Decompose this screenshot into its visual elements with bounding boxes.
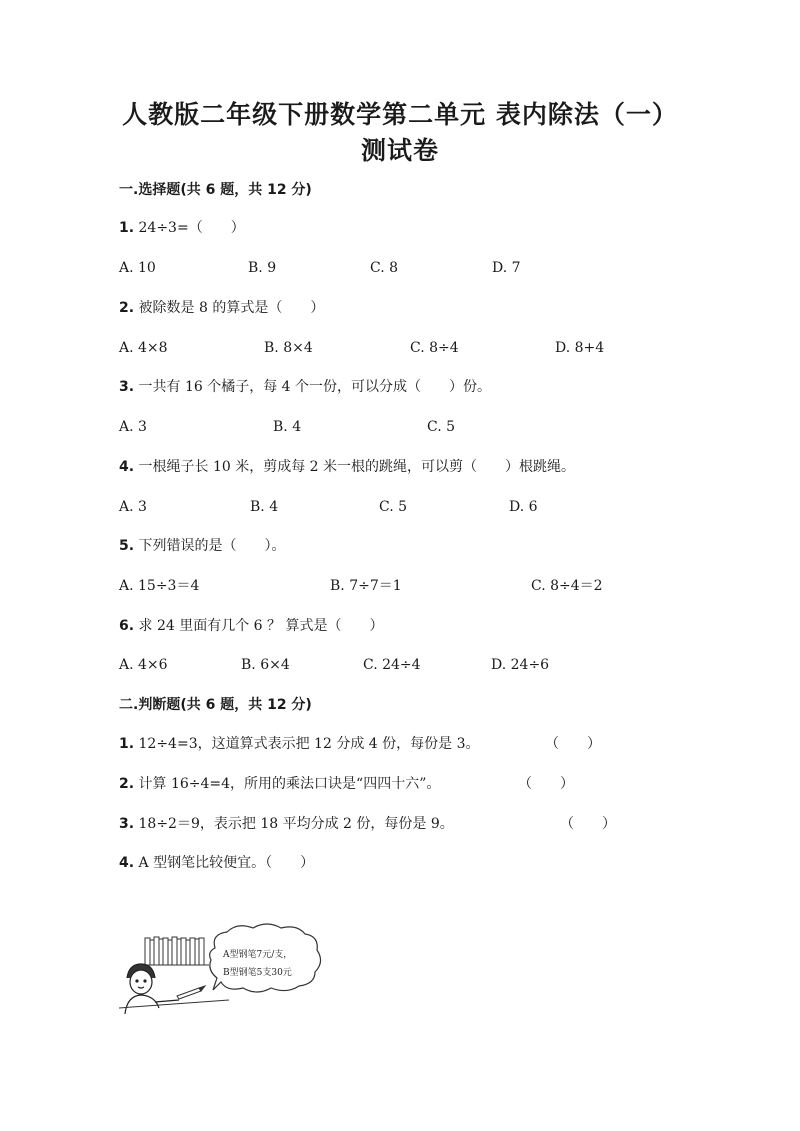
- question-number: 1.: [119, 736, 135, 752]
- option-a: A. 4×8: [119, 340, 168, 356]
- question-text: 18÷2＝9，表示把 18 平均分成 2 份，每份是 9。: [138, 816, 454, 832]
- option-d: D. 24÷6: [491, 657, 550, 673]
- option-b: B. 6×4: [241, 657, 290, 673]
- question-2: [119, 298, 324, 318]
- option-a: A. 10: [119, 260, 156, 276]
- question-number: 4.: [119, 459, 135, 475]
- question-number: 2.: [119, 300, 135, 316]
- answer-blank: （ ）: [545, 736, 601, 752]
- question-6: [119, 616, 384, 636]
- books-icon: [143, 937, 209, 965]
- pen-icon: [177, 986, 205, 999]
- question-number: 3.: [119, 379, 135, 395]
- title-line-1: 人教版二年级下册数学第二单元 表内除法（一）: [122, 100, 678, 129]
- question-1: [119, 218, 245, 238]
- option-b: B. 4: [250, 499, 279, 515]
- option-c: C. 8÷4: [410, 340, 459, 356]
- option-a: A. 3: [119, 419, 147, 435]
- question-text: 求 24 里面有几个 6 ？ 算式是（ ）: [138, 618, 384, 634]
- option-d: D. 8+4: [555, 340, 605, 356]
- answer-blank: （ ）: [518, 776, 574, 792]
- option-c: C. 8÷4＝2: [531, 578, 603, 594]
- option-c: C. 8: [370, 260, 399, 276]
- option-a: A. 15÷3＝4: [119, 578, 200, 594]
- option-b: B. 4: [273, 419, 302, 435]
- option-d: D. 6: [509, 499, 538, 515]
- question-number: 1.: [119, 220, 135, 236]
- option-b: B. 7÷7＝1: [330, 578, 402, 594]
- option-c: C. 5: [379, 499, 408, 515]
- bubble-text-line-2: B型钢笔5支30元: [223, 968, 292, 978]
- question-number: 3.: [119, 816, 135, 832]
- bubble-text-line-1: A型钢笔7元/支，: [223, 950, 293, 960]
- question-number: 2.: [119, 776, 135, 792]
- question-text: 12÷4=3，这道算式表示把 12 分成 4 份，每份是 3。: [138, 736, 480, 752]
- question-3: [119, 377, 491, 397]
- question-number: 6.: [119, 618, 135, 634]
- option-c: C. 5: [427, 419, 456, 435]
- question-text: 计算 16÷4=4，所用的乘法口诀是“四四十六”。: [138, 776, 441, 792]
- question-text: 一根绳子长 10 米，剪成每 2 米一根的跳绳，可以剪（ ）根跳绳。: [138, 459, 576, 475]
- option-d: D. 7: [492, 260, 521, 276]
- title-line-2: 测试卷: [360, 136, 439, 165]
- option-a: A. 4×6: [119, 657, 168, 673]
- option-b: B. 8×4: [264, 340, 313, 356]
- question-text: A 型钢笔比较便宜。（ ）: [138, 855, 315, 871]
- question-number: 5.: [119, 538, 135, 554]
- answer-blank: （ ）: [560, 816, 616, 832]
- question-5: [119, 536, 286, 556]
- question-number: 4.: [119, 855, 135, 871]
- option-a: A. 3: [119, 499, 147, 515]
- section-heading-judgment: 二.判断题(共 6 题，共 12 分): [119, 697, 312, 713]
- question-4: [119, 457, 575, 477]
- judgment-question-3: [119, 814, 454, 834]
- judgment-question-1: [119, 734, 479, 754]
- question-text: 下列错误的是（ ）。: [138, 538, 286, 554]
- question-text: 被除数是 8 的算式是（ ）: [138, 300, 325, 316]
- option-b: B. 9: [248, 260, 277, 276]
- question-text: 24÷3=（ ）: [138, 220, 245, 236]
- option-c: C. 24÷4: [363, 657, 421, 673]
- section-heading-choice: 一.选择题(共 6 题，共 12 分): [119, 182, 312, 198]
- desk-edge: [119, 1000, 229, 1008]
- question-text: 一共有 16 个橘子，每 4 个一份，可以分成（ ）份。: [138, 379, 492, 395]
- pen-price-illustration: [119, 920, 344, 1015]
- judgment-question-2: [119, 774, 440, 794]
- judgment-question-4: [119, 853, 314, 873]
